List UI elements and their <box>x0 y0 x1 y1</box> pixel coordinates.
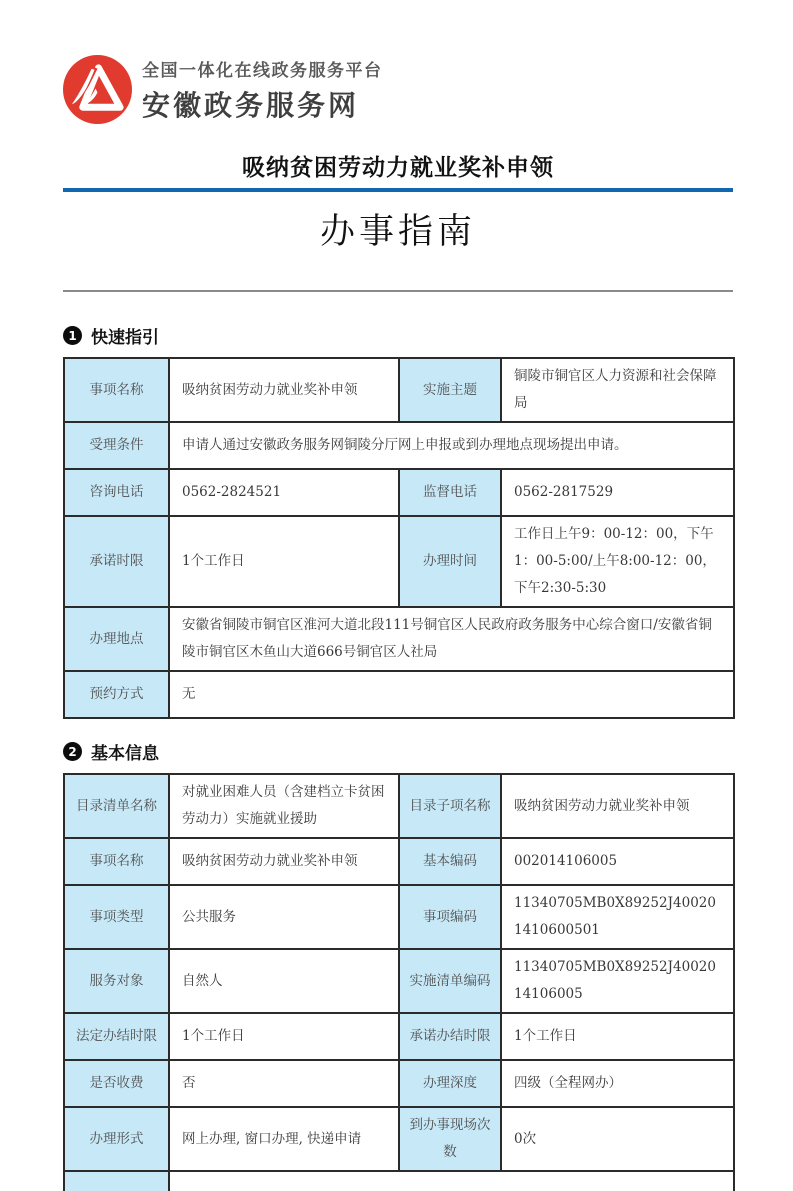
table-row <box>64 1013 734 1060</box>
field-value <box>169 1171 734 1191</box>
field-value: 对就业困难人员（含建档立卡贫困劳动力）实施就业援助 <box>169 774 399 838</box>
site-name: 安徽政务服务网 <box>142 88 360 122</box>
field-value: 0562-2824521 <box>169 469 399 516</box>
quick-guide-table <box>63 357 735 719</box>
field-label: 办理深度 <box>399 1060 501 1107</box>
truncated-row <box>64 1171 734 1191</box>
logo-text <box>142 56 383 124</box>
section-number-badge: 1 <box>63 326 82 345</box>
field-label <box>64 1171 169 1191</box>
field-label: 基本编码 <box>399 838 501 885</box>
section-number-badge: 2 <box>63 742 82 761</box>
field-value: 安徽省铜陵市铜官区淮河大道北段111号铜官区人民政府政务服务中心综合窗口/安徽省铜陵市铜官区木鱼山大道666号铜官区人社局 <box>169 607 734 671</box>
field-value: 无 <box>169 671 734 718</box>
field-value: 0562-2817529 <box>501 469 734 516</box>
field-value: 吸纳贫困劳动力就业奖补申领 <box>169 358 399 422</box>
section-heading-quick-guide <box>63 323 733 348</box>
table-row <box>64 1060 734 1107</box>
field-value: 11340705MB0X89252J400201410600501 <box>501 885 734 949</box>
table-row <box>64 838 734 885</box>
guide-title: 办事指南 <box>319 212 476 252</box>
section-title: 快速指引 <box>91 328 159 348</box>
field-value: 公共服务 <box>169 885 399 949</box>
field-label: 承诺时限 <box>64 516 169 607</box>
service-title: 吸纳贫困劳动力就业奖补申领 <box>242 154 554 181</box>
anhui-gov-logo-icon <box>63 55 132 124</box>
field-value: 1个工作日 <box>169 516 399 607</box>
field-label: 服务对象 <box>64 949 169 1013</box>
field-label: 事项编码 <box>399 885 501 949</box>
field-label: 办理形式 <box>64 1107 169 1171</box>
field-label: 受理条件 <box>64 422 169 469</box>
guide-page <box>0 55 793 1191</box>
content-divider <box>63 290 733 292</box>
field-label: 事项名称 <box>64 358 169 422</box>
field-label: 法定办结时限 <box>64 1013 169 1060</box>
table-row <box>64 358 734 422</box>
field-value: 吸纳贫困劳动力就业奖补申领 <box>501 774 734 838</box>
table-row <box>64 516 734 607</box>
field-value: 否 <box>169 1060 399 1107</box>
table-row <box>64 949 734 1013</box>
field-label: 预约方式 <box>64 671 169 718</box>
basic-info-table <box>63 773 735 1191</box>
field-value: 吸纳贫困劳动力就业奖补申领 <box>169 838 399 885</box>
table-row <box>64 885 734 949</box>
site-logo <box>63 55 733 124</box>
field-value: 铜陵市铜官区人力资源和社会保障局 <box>501 358 734 422</box>
field-label: 实施清单编码 <box>399 949 501 1013</box>
field-label: 目录子项名称 <box>399 774 501 838</box>
field-label: 监督电话 <box>399 469 501 516</box>
field-label: 咨询电话 <box>64 469 169 516</box>
field-label: 实施主题 <box>399 358 501 422</box>
field-value: 11340705MB0X89252J4002014106005 <box>501 949 734 1013</box>
field-label: 办理地点 <box>64 607 169 671</box>
field-label: 承诺办结时限 <box>399 1013 501 1060</box>
field-value: 自然人 <box>169 949 399 1013</box>
platform-name: 全国一体化在线政务服务平台 <box>142 60 383 81</box>
field-value: 四级（全程网办） <box>501 1060 734 1107</box>
field-label: 是否收费 <box>64 1060 169 1107</box>
section-heading-basic-info <box>63 739 733 764</box>
field-label: 事项名称 <box>64 838 169 885</box>
table-row <box>64 607 734 671</box>
field-value: 网上办理, 窗口办理, 快递申请 <box>169 1107 399 1171</box>
field-value: 工作日上午9：00-12：00，下午1：00-5:00/上午8:00-12：00，下午2:30-5:30 <box>501 516 734 607</box>
field-label: 事项类型 <box>64 885 169 949</box>
field-value: 申请人通过安徽政务服务网铜陵分厅网上申报或到办理地点现场提出申请。 <box>169 422 734 469</box>
field-label: 到办事现场次数 <box>399 1107 501 1171</box>
title-divider <box>63 188 733 192</box>
table-row <box>64 469 734 516</box>
table-row <box>64 1107 734 1171</box>
table-row <box>64 774 734 838</box>
table-row <box>64 671 734 718</box>
section-title: 基本信息 <box>91 744 159 764</box>
field-value: 1个工作日 <box>169 1013 399 1060</box>
field-label: 目录清单名称 <box>64 774 169 838</box>
field-label: 办理时间 <box>399 516 501 607</box>
table-row <box>64 422 734 469</box>
field-value: 1个工作日 <box>501 1013 734 1060</box>
field-value: 002014106005 <box>501 838 734 885</box>
field-value: 0次 <box>501 1107 734 1171</box>
